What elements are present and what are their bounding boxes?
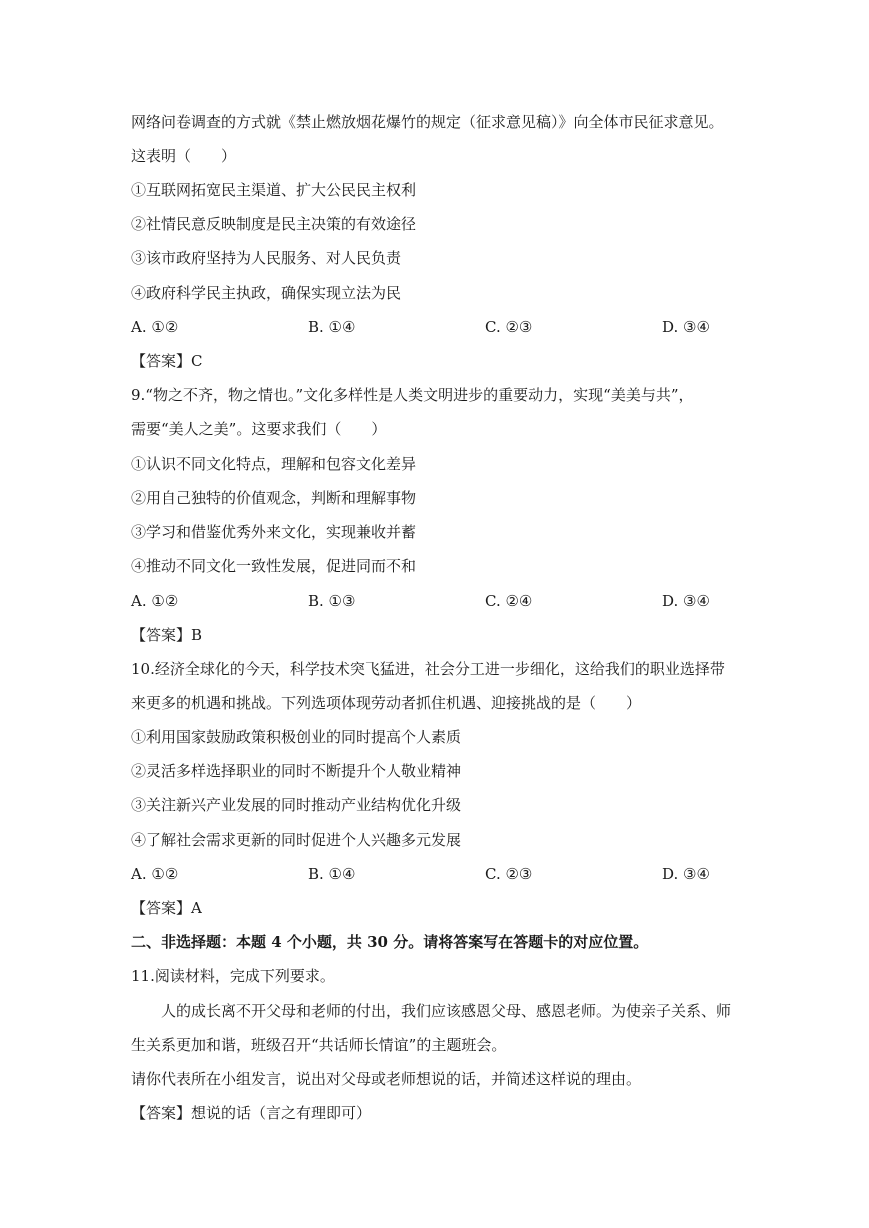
q8-item-4: ④政府科学民主执政，确保实现立法为民: [131, 284, 402, 302]
q9-option-a: A. ①②: [131, 592, 179, 610]
q9-option-c: C. ②④: [485, 592, 533, 610]
q8-stem-line2: 这表明（ ）: [131, 147, 237, 165]
q9-item-2: ②用自己独特的价值观念，判断和理解事物: [131, 489, 417, 507]
q10-stem-line2: 来更多的机遇和挑战。下列选项体现劳动者抓住机遇、迎接挑战的是（ ）: [131, 694, 642, 712]
section-heading: 二、非选择题：本题 4 个小题，共 30 分。请将答案写在答题卡的对应位置。: [131, 933, 649, 951]
q11-task: 请你代表所在小组发言，说出对父母或老师想说的话，并简述这样说的理由。: [131, 1070, 642, 1088]
q11-answer: 【答案】想说的话（言之有理即可）: [131, 1104, 372, 1122]
q10-item-4: ④了解社会需求更新的同时促进个人兴趣多元发展: [131, 831, 462, 849]
q10-option-b: B. ①④: [308, 865, 356, 883]
q11-stem: 11.阅读材料，完成下列要求。: [131, 967, 335, 985]
q8-stem-line1: 网络问卷调查的方式就《禁止燃放烟花爆竹的规定（征求意见稿）》向全体市民征求意见。: [131, 113, 724, 131]
q8-option-b: B. ①④: [308, 318, 356, 336]
q9-item-3: ③学习和借鉴优秀外来文化，实现兼收并蓄: [131, 523, 417, 541]
q11-material-line1: 人的成长离不开父母和老师的付出，我们应该感恩父母、感恩老师。为使亲子关系、师: [161, 1002, 732, 1020]
q9-stem-line2: 需要“美人之美”。这要求我们（ ）: [131, 420, 387, 438]
q9-item-4: ④推动不同文化一致性发展，促进同而不和: [131, 557, 417, 575]
q8-item-3: ③该市政府坚持为人民服务、对人民负责: [131, 249, 402, 267]
q10-option-d: D. ③④: [662, 865, 710, 883]
q9-answer: 【答案】B: [131, 626, 203, 644]
q9-option-b: B. ①③: [308, 592, 356, 610]
q8-answer: 【答案】C: [131, 352, 203, 370]
q10-answer: 【答案】A: [131, 899, 202, 917]
q9-item-1: ①认识不同文化特点，理解和包容文化差异: [131, 455, 417, 473]
q8-item-1: ①互联网拓宽民主渠道、扩大公民民主权利: [131, 181, 417, 199]
q9-option-d: D. ③④: [662, 592, 710, 610]
q10-item-3: ③关注新兴产业发展的同时推动产业结构优化升级: [131, 796, 462, 814]
q8-option-d: D. ③④: [662, 318, 710, 336]
q10-option-c: C. ②③: [485, 865, 533, 883]
q10-option-a: A. ①②: [131, 865, 179, 883]
q9-stem-line1: 9.“物之不齐，物之情也。”文化多样性是人类文明进步的重要动力，实现“美美与共”，: [131, 386, 694, 404]
q10-item-1: ①利用国家鼓励政策积极创业的同时提高个人素质: [131, 728, 462, 746]
q10-item-2: ②灵活多样选择职业的同时不断提升个人敬业精神: [131, 762, 462, 780]
q10-stem-line1: 10.经济全球化的今天，科学技术突飞猛进，社会分工进一步细化，这给我们的职业选择带: [131, 660, 725, 678]
q11-material-line2: 生关系更加和谐，班级召开“共话师长情谊”的主题班会。: [131, 1036, 507, 1054]
q8-option-c: C. ②③: [485, 318, 533, 336]
q8-item-2: ②社情民意反映制度是民主决策的有效途径: [131, 215, 417, 233]
q8-option-a: A. ①②: [131, 318, 179, 336]
